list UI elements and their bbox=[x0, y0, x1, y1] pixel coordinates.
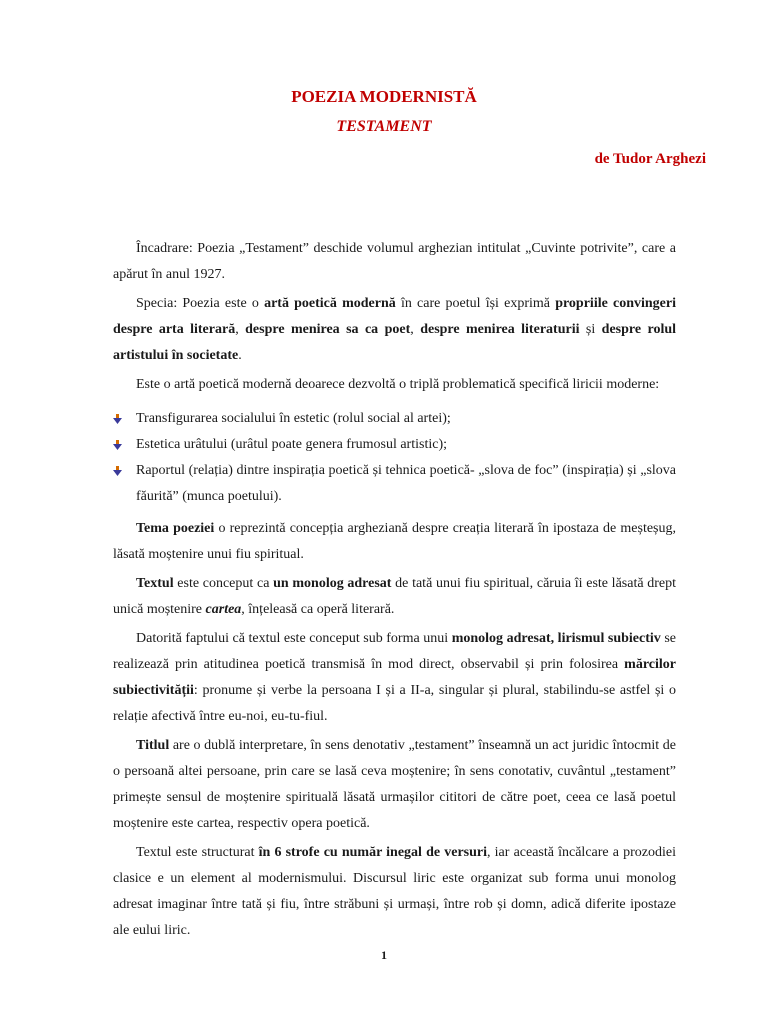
paragraph-species bbox=[113, 291, 676, 369]
text-plain-2: de tată unui fiu spiritual, căruia îi este lăsată drept unică moștenire bbox=[113, 576, 677, 617]
paragraph-structure bbox=[113, 840, 676, 944]
text-bold-2: un monolog adresat bbox=[273, 576, 392, 591]
text-plain-1: este conceput ca bbox=[173, 576, 274, 591]
lyricism-text-2: se realizează prin atitudinea poetică transmisă în mod direct, observabil și prin folosirea bbox=[113, 631, 677, 672]
page-number: 1 bbox=[381, 948, 387, 962]
species-bold-3: despre menirea sa ca poet bbox=[245, 322, 411, 337]
list-item bbox=[113, 432, 676, 458]
text-bold-italic: cartea bbox=[205, 602, 242, 617]
species-bold-5: despre rolul artistului în societate bbox=[113, 322, 677, 363]
text-bold-1: Textul bbox=[136, 576, 174, 591]
structure-bold: în 6 strofe cu număr inegal de versuri bbox=[258, 845, 488, 860]
problematics-text: Este o artă poetică modernă deoarece dezvoltă o triplă problematică specifică liricii moderne: bbox=[136, 377, 660, 392]
structure-text-1: Textul este structurat bbox=[136, 845, 259, 860]
lyricism-bold-1: monolog adresat, lirismul subiectiv bbox=[451, 631, 661, 646]
body-text bbox=[113, 236, 676, 947]
species-text-1: Specia: Poezia este o bbox=[136, 296, 265, 311]
paragraph-lyricism bbox=[113, 626, 676, 730]
bullet-arrow-icon bbox=[113, 440, 122, 450]
author-line: de Tudor Arghezi bbox=[594, 151, 706, 167]
theme-bold: Tema poeziei bbox=[136, 521, 215, 536]
lyricism-text-3: : pronume și verbe la persoana I și a II-a, singular și plural, stabilindu-se astfel și o relație afectivă între eu-noi, eu-tu-fiul. bbox=[113, 683, 676, 724]
structure-text-2: , iar această încălcare a prozodiei clasice e un element al modernismului. Discursul liric este organizat sub forma unui monolog adresat imaginar între tată și fiu, între străbuni și urmași, între rob și domn, adică diferite ipostaze ale eului liric. bbox=[113, 845, 676, 938]
list-item bbox=[113, 458, 676, 510]
bullet-arrow-icon bbox=[113, 466, 122, 476]
list-item-text: Raportul (relația) dintre inspirația poetică și tehnica poetică- „slova de foc” (inspirația) și „slova făurită” (munca poetului). bbox=[136, 463, 676, 504]
species-text-5: și bbox=[579, 322, 602, 337]
title-bold: Titlul bbox=[136, 738, 170, 753]
paragraph-text-structure bbox=[113, 571, 676, 623]
species-bold-1: artă poetică modernă bbox=[264, 296, 396, 311]
list-item-text: Estetica urâtului (urâtul poate genera frumosul artistic); bbox=[136, 437, 447, 452]
problematics-list bbox=[113, 406, 676, 510]
species-text-3: , bbox=[235, 322, 246, 337]
paragraph-problematics bbox=[113, 372, 676, 398]
paragraph-theme bbox=[113, 516, 676, 568]
list-item bbox=[113, 406, 676, 432]
framing-text: Încadrare: Poezia „Testament” deschide volumul arghezian intitulat „Cuvinte potrivite”, care a apărut în anul 1927. bbox=[113, 241, 676, 282]
species-bold-4: despre menirea literaturii bbox=[420, 322, 580, 337]
poem-title: TESTAMENT bbox=[336, 118, 432, 135]
paragraph-framing bbox=[113, 236, 676, 288]
lyricism-bold-2: mărcilor subiectivității bbox=[113, 657, 676, 698]
species-bold-2: propriile convingeri despre arta literară bbox=[113, 296, 677, 337]
lyricism-text-1: Datorită faptului că textul este conceput sub forma unui bbox=[136, 631, 452, 646]
document-title: POEZIA MODERNISTĂ bbox=[291, 87, 477, 106]
title-text: are o dublă interpretare, în sens denotativ „testament” înseamnă un act juridic întocmit de o persoană altei persoane, prin care se lasă ceva moștenire; în sens conotativ, cuvântul „testament” primește sensul de moștenire spirituală lăsată urmașilor cititori de către poet, ceea ce lasă poetul moștenire este cartea, respectiv opera poetică. bbox=[113, 738, 676, 831]
species-text-6: . bbox=[238, 348, 242, 363]
species-text-4: , bbox=[410, 322, 421, 337]
paragraph-title-meaning bbox=[113, 733, 676, 837]
bullet-arrow-icon bbox=[113, 414, 122, 424]
species-text-2: în care poetul își exprimă bbox=[395, 296, 556, 311]
theme-text: o reprezintă concepția argheziană despre creația literară în ipostaza de meșteșug, lăsată moștenire unui fiu spiritual. bbox=[113, 521, 676, 562]
text-plain-3: , înțeleasă ca operă literară. bbox=[241, 602, 395, 617]
list-item-text: Transfigurarea socialului în estetic (rolul social al artei); bbox=[136, 411, 451, 426]
